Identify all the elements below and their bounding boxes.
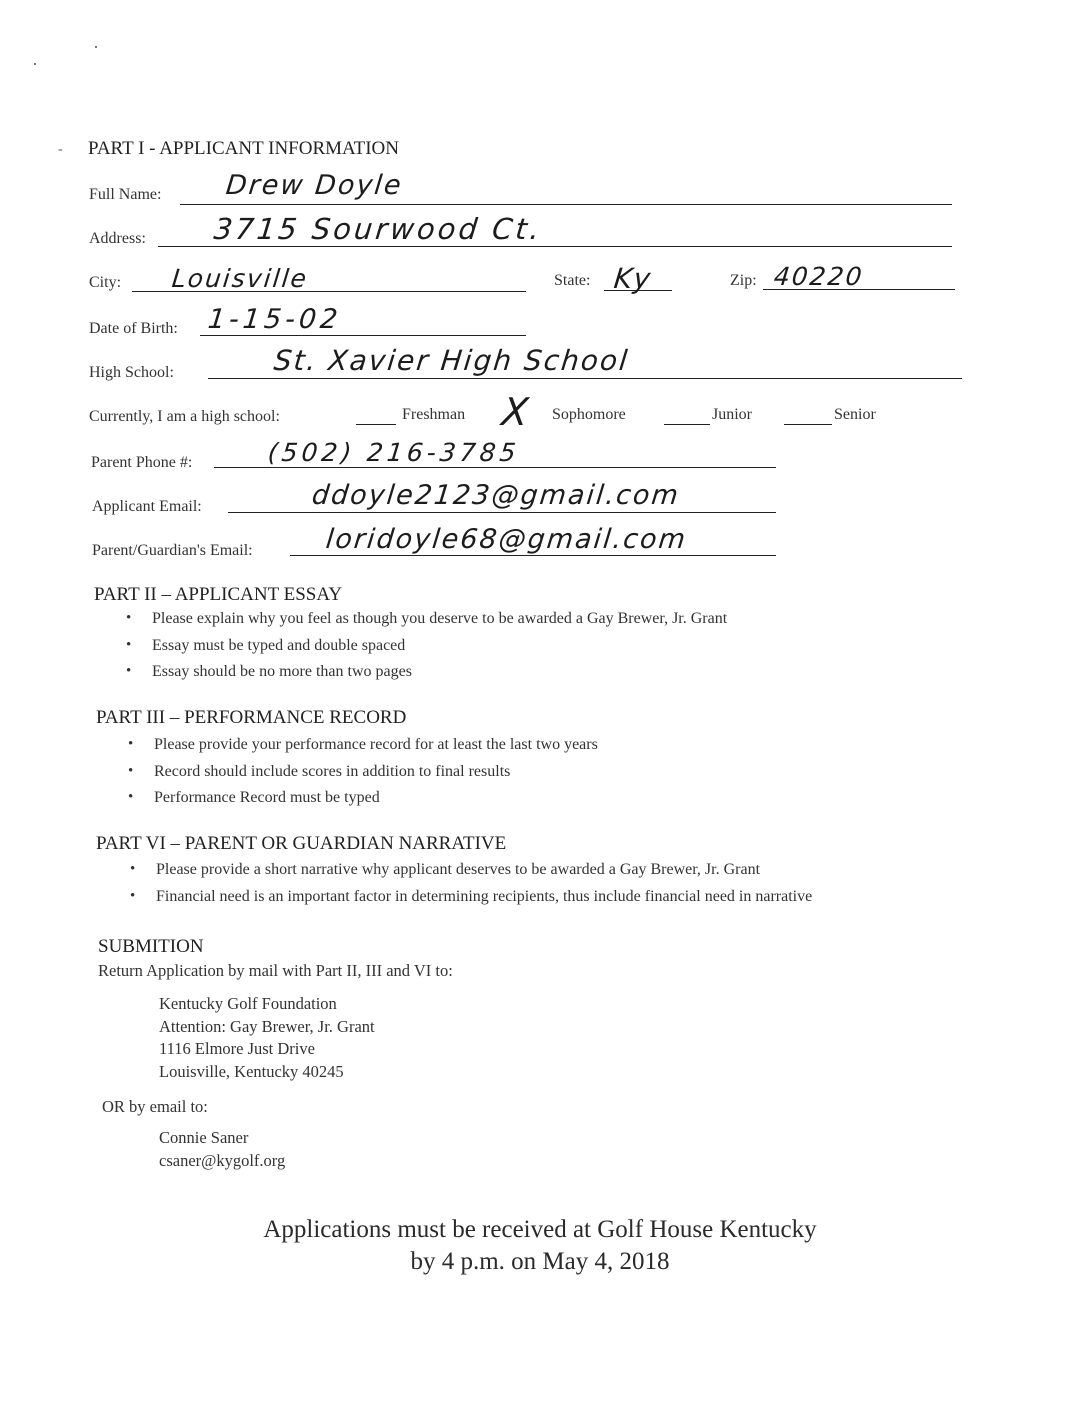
applicant-email-line: [228, 512, 776, 513]
high-school-label: High School:: [89, 364, 174, 381]
full-name-label: Full Name:: [89, 186, 162, 203]
list-item: • Please explain why you feel as though you deserve to be awarded a Gay Brewer, Jr. Grant: [152, 610, 727, 637]
deadline-line-2: by 4 p.m. on May 4, 2018: [410, 1248, 670, 1275]
deadline-notice: [0, 1214, 1080, 1278]
dob-label: Date of Birth:: [89, 320, 178, 337]
dob-line: [200, 335, 526, 336]
grade-junior: Junior: [712, 406, 752, 423]
parent-email-line: [290, 555, 776, 556]
high-school-value[interactable]: St. Xavier High School: [272, 344, 631, 377]
dob-value[interactable]: 1-15-02: [206, 304, 344, 335]
state-value[interactable]: Ky: [612, 262, 654, 295]
full-name-value[interactable]: Drew Doyle: [224, 170, 405, 201]
grade-sophomore: Sophomore: [552, 406, 626, 423]
list-item: • Please provide your performance record for at least the last two years: [154, 736, 598, 763]
parent-phone-value[interactable]: (502) 216-3785: [266, 438, 522, 467]
scan-speck: [95, 46, 97, 48]
grade-freshman: Freshman: [402, 406, 466, 423]
city-label: City:: [89, 274, 122, 291]
state-label: State:: [554, 272, 591, 289]
grade-senior-blank[interactable]: [784, 424, 832, 425]
mail-line: Louisville, Kentucky 40245: [159, 1061, 344, 1081]
parent-phone-line: [214, 467, 776, 468]
applicant-email-value[interactable]: ddoyle2123@gmail.com: [310, 480, 682, 511]
parent-phone-label: Parent Phone #:: [91, 454, 193, 471]
address-label: Address:: [89, 230, 146, 247]
list-item: • Record should include scores in addition to final results: [154, 763, 598, 790]
margin-mark: -: [58, 142, 63, 157]
mail-line: Attention: Gay Brewer, Jr. Grant: [159, 1016, 375, 1036]
part2-title: PART II – APPLICANT ESSAY: [94, 584, 343, 605]
part2-list: [152, 610, 727, 690]
parent-email-value[interactable]: loridoyle68@gmail.com: [324, 524, 689, 555]
city-value[interactable]: Louisville: [170, 264, 310, 293]
part3-list: [154, 736, 598, 816]
list-item: • Performance Record must be typed: [154, 789, 598, 816]
part6-title: PART VI – PARENT OR GUARDIAN NARRATIVE: [96, 833, 507, 854]
zip-label: Zip:: [730, 272, 757, 289]
parent-email-label: Parent/Guardian's Email:: [92, 542, 253, 559]
grade-senior: Senior: [834, 406, 876, 423]
high-school-line: [208, 378, 962, 379]
mail-line: Kentucky Golf Foundation: [159, 994, 337, 1013]
list-item: • Essay should be no more than two pages: [152, 663, 727, 690]
contact-name: Connie Saner: [159, 1128, 249, 1147]
part3-title: PART III – PERFORMANCE RECORD: [96, 707, 407, 728]
address-value[interactable]: 3715 Sourwood Ct.: [212, 212, 544, 246]
mail-address-block: [159, 993, 375, 1083]
email-contact-block: [159, 1127, 285, 1172]
zip-value[interactable]: 40220: [772, 262, 866, 291]
deadline-line-1: Applications must be received at Golf House Kentucky: [263, 1216, 817, 1243]
part1-title: PART I - APPLICANT INFORMATION: [88, 138, 400, 159]
grade-label: Currently, I am a high school:: [89, 408, 280, 425]
scan-speck: [34, 63, 36, 65]
contact-email[interactable]: csaner@kygolf.org: [159, 1150, 286, 1170]
grade-junior-blank[interactable]: [664, 424, 710, 425]
full-name-line: [180, 204, 952, 205]
submission-intro: Return Application by mail with Part II, III and VI to:: [98, 961, 453, 980]
list-item: • Essay must be typed and double spaced: [152, 637, 727, 664]
list-item: • Please provide a short narrative why applicant deserves to be awarded a Gay Brewer, Jr. Grant: [156, 861, 812, 888]
list-item: • Financial need is an important factor in determining recipients, thus include financial need in narrative: [156, 888, 812, 915]
grade-freshman-blank[interactable]: [356, 424, 396, 425]
mail-line: 1116 Elmore Just Drive: [159, 1039, 315, 1058]
applicant-email-label: Applicant Email:: [92, 498, 202, 515]
or-email-label: OR by email to:: [102, 1097, 208, 1116]
address-line: [158, 246, 952, 247]
part6-list: [156, 861, 812, 914]
grade-check-mark[interactable]: X: [499, 390, 531, 434]
submission-title: SUBMITION: [98, 936, 204, 957]
